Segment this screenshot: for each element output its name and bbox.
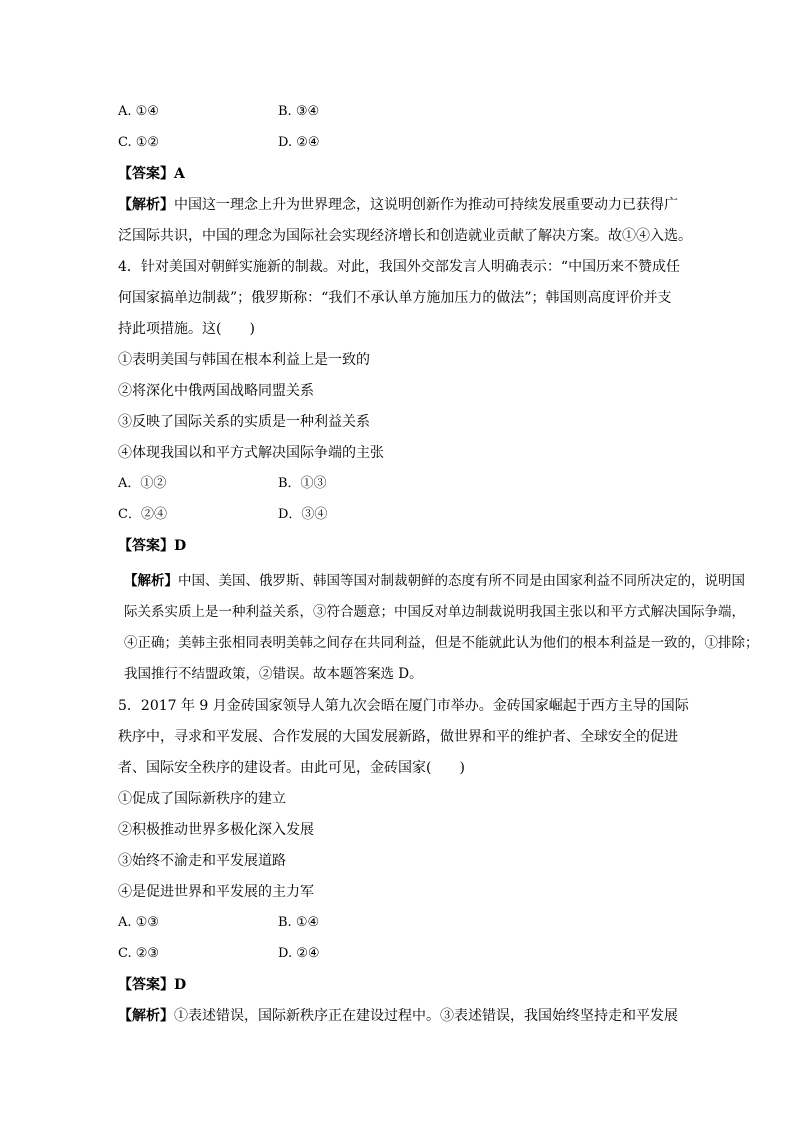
q4-stem-line-1: 4．针对美国对朝鲜实施新的制裁。对此，我国外交部发言人明确表示：“中国历来不赞成任 <box>118 259 681 275</box>
q5-option-b[interactable]: B. ①④ <box>278 915 320 930</box>
q4-stem-line-3: 持此项措施。这( ) <box>118 321 255 337</box>
q5-item-1: ①促成了国际新秩序的建立 <box>118 791 286 807</box>
q4-item-3: ③反映了国际关系的实质是一种利益关系 <box>118 414 370 430</box>
q5-item-4: ④是促进世界和平发展的主力军 <box>118 884 314 900</box>
q3-analysis-line-2: 泛国际共识，中国的理念为国际社会实现经济增长和创造就业贡献了解决方案。故①④入选。 <box>118 228 692 244</box>
answer-value: A <box>174 166 185 182</box>
q4-analysis-line-1: 【解析】中国、美国、俄罗斯、韩国等国对制裁朝鲜的态度有所不同是由国家利益不同所决定的，说明国 <box>124 573 745 589</box>
q4-option-c[interactable]: C．②④ <box>118 507 167 522</box>
q4-stem-line-2: 何国家搞单边制裁”；俄罗斯称：“我们不承认单方施加压力的做法”；韩国则高度评价并支 <box>118 290 672 306</box>
q3-option-c[interactable]: C. ①② <box>118 135 160 150</box>
analysis-tag: 【解析】 <box>118 1008 174 1024</box>
q5-stem-line-2: 秩序中，寻求和平发展、合作发展的大国发展新路，做世界和平的维护者、全球安全的促进 <box>118 729 678 745</box>
answer-tag: 【答案】 <box>118 538 174 554</box>
q3-option-a[interactable]: A. ①④ <box>118 104 159 119</box>
q5-option-c[interactable]: C. ②③ <box>118 946 160 961</box>
q5-item-2: ②积极推动世界多极化深入发展 <box>118 822 314 838</box>
q5-stem-line-3: 者、国际安全秩序的建设者。由此可见，金砖国家( ) <box>118 760 465 776</box>
q5-answer <box>118 975 186 995</box>
q5-option-d[interactable]: D. ②④ <box>278 946 320 961</box>
q5-option-a[interactable]: A. ①③ <box>118 915 159 930</box>
q5-analysis-line-1: 【解析】①表述错误，国际新秩序正在建设过程中。③表述错误，我国始终坚持走和平发展 <box>118 1008 678 1024</box>
q4-option-b[interactable]: B．①③ <box>278 476 327 491</box>
q5-stem-line-1: 5．2017 年 9 月金砖国家领导人第九次会晤在厦门市举办。金砖国家崛起于西方主导的国际 <box>118 698 689 714</box>
q4-item-4: ④体现我国以和平方式解决国际争端的主张 <box>118 445 384 461</box>
q3-analysis-line-1: 【解析】中国这一理念上升为世界理念，这说明创新作为推动可持续发展重要动力已获得广 <box>118 197 678 213</box>
q3-answer <box>118 164 185 184</box>
answer-value: D <box>174 977 187 993</box>
q4-answer <box>118 536 186 556</box>
q5-item-3: ③始终不渝走和平发展道路 <box>118 853 286 869</box>
answer-value: D <box>174 538 187 554</box>
answer-tag: 【答案】 <box>118 166 174 182</box>
q4-analysis-line-2: 际关系实质上是一种利益关系，③符合题意；中国反对单边制裁说明我国主张以和平方式解决国际争端， <box>124 604 745 620</box>
analysis-tag: 【解析】 <box>124 573 178 589</box>
q4-analysis-line-4: 我国推行不结盟政策，②错误。故本题答案选 D。 <box>124 666 423 682</box>
q4-item-2: ②将深化中俄两国战略同盟关系 <box>118 383 314 399</box>
q4-item-1: ①表明美国与韩国在根本利益上是一致的 <box>118 352 370 368</box>
answer-tag: 【答案】 <box>118 977 174 993</box>
q4-analysis-line-3: ④正确；美韩主张相同表明美韩之间存在共同利益，但是不能就此认为他们的根本利益是一致的，①排除； <box>124 635 759 651</box>
analysis-tag: 【解析】 <box>118 197 174 213</box>
q3-option-d[interactable]: D. ②④ <box>278 135 320 150</box>
q4-option-a[interactable]: A．①② <box>118 476 167 491</box>
q4-option-d[interactable]: D．③④ <box>278 507 328 522</box>
q3-option-b[interactable]: B. ③④ <box>278 104 320 119</box>
